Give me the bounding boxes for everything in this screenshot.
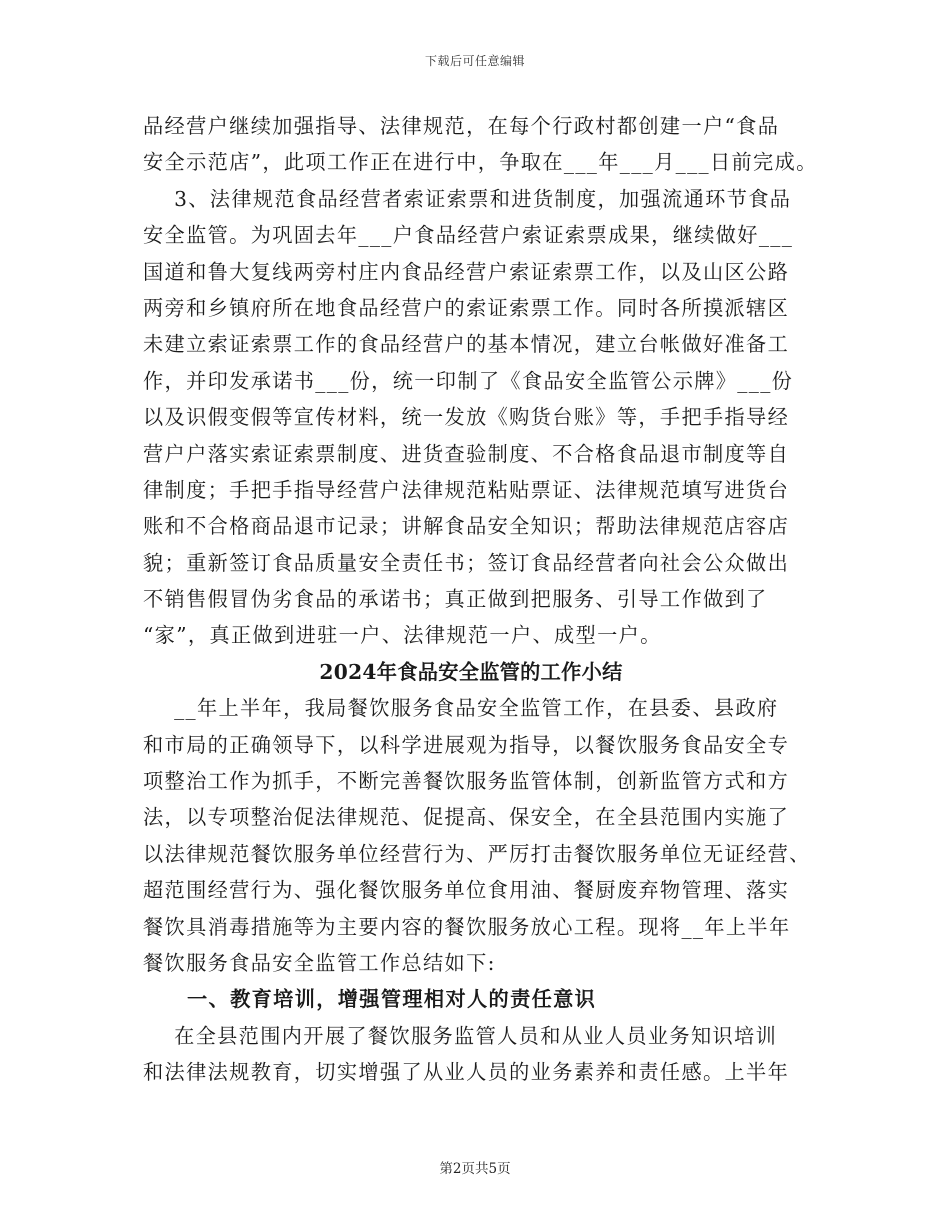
body-line: 营户户落实索证索票制度、进货查验制度、不合格食品退市制度等自 [143,441,790,466]
page-header-note: 下载后可任意编辑 [424,54,525,68]
page-indicator: 第2页共5页 [439,1161,511,1177]
body-line: 法，以专项整治促法律规范、促提高、保安全，在全县范围内实施了 [143,805,790,830]
body-line: 安全监管。为巩固去年___户食品经营户索证索票成果，继续做好___ [143,223,794,248]
body-line: “家”，真正做到进驻一户、法律规范一户、成型一户。 [143,623,662,648]
body-line: 以及识假变假等宣传材料，统一发放《购货台账》等，手把手指导经 [143,405,790,430]
body-line: 以法律规范餐饮服务单位经营行为、严厉打击餐饮服务单位无证经营、 [143,841,811,866]
body-line: 安全示范店”，此项工作正在进行中，争取在___年___月___日前完成。 [143,150,818,175]
body-line: 3、法律规范食品经营者索证索票和进货制度，加强流通环节食品 [143,186,792,211]
body-line: 项整治工作为抓手，不断完善餐饮服务监管体制，创新监管方式和方 [143,769,790,794]
body-line: 和市局的正确领导下，以科学进展观为指导，以餐饮服务食品安全专 [143,732,790,757]
body-line: 餐饮服务食品安全监管工作总结如下: [143,950,496,975]
document-title: 2024年食品安全监管的工作小结 [319,659,623,684]
body-line: 餐饮具消毒措施等为主要内容的餐饮服务放心工程。现将__年上半年 [143,914,791,939]
body-line: 貌；重新签订食品质量安全责任书；签订食品经营者向社会公众做出 [143,550,790,575]
body-line: 品经营户继续加强指导、法律规范，在每个行政村都创建一户“食品 [143,114,780,138]
body-line: 律制度；手把手指导经营户法律规范粘贴票证、法律规范填写进货台 [143,477,790,502]
document-body [143,108,818,1091]
body-line: 作，并印发承诺书___份，统一印制了《食品安全监管公示牌》___份 [143,368,794,393]
body-line: 两旁和乡镇府所在地食品经营户的索证索票工作。同时各所摸派辖区 [143,295,790,320]
body-line: 和法律法规教育，切实增强了从业人员的业务素养和责任感。上半年 [143,1060,790,1085]
body-line: 未建立索证索票工作的食品经营户的基本情况，建立台帐做好准备工 [143,332,790,357]
body-line: 账和不合格商品退市记录；讲解食品安全知识；帮助法律规范店容店 [143,514,790,539]
body-line: 国道和鲁大复线两旁村庄内食品经营户索证索票工作，以及山区公路 [143,259,790,284]
body-line: __年上半年，我局餐饮服务食品安全监管工作，在县委、县政府 [143,696,779,721]
body-line: 在全县范围内开展了餐饮服务监管人员和从业人员业务知识培训 [143,1023,778,1048]
body-line: 不销售假冒伪劣食品的承诺书；真正做到把服务、引导工作做到了 [143,587,768,612]
body-line: 超范围经营行为、强化餐饮服务单位食用油、餐厨废弃物管理、落实 [143,878,790,903]
section-heading: 一、教育培训，增强管理相对人的责任意识 [187,987,597,1012]
